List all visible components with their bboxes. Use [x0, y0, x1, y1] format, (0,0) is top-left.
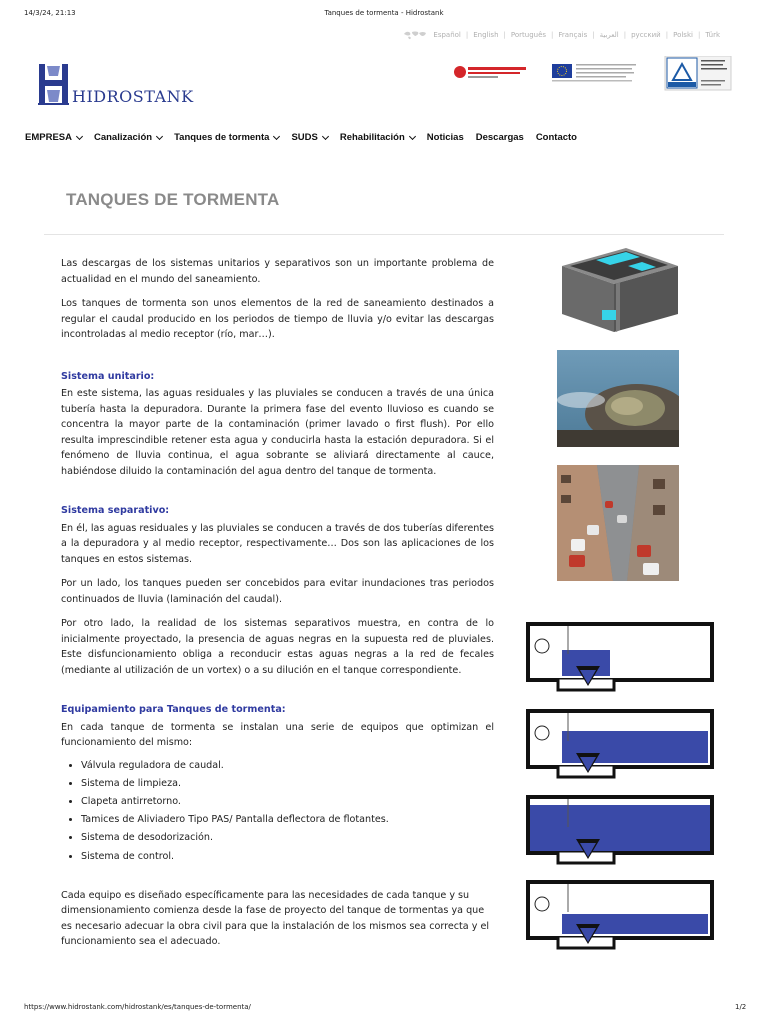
nav-item-noticias[interactable] — [427, 132, 464, 143]
list-item: • Válvula reguladora de caudal. — [81, 757, 494, 775]
certification-badges — [452, 56, 732, 92]
lang-ru[interactable]: русский — [631, 31, 661, 39]
print-doc-title: Tanques de tormenta - Hidrostank — [324, 9, 444, 17]
page-title: TANQUES DE TORMENTA — [66, 190, 280, 209]
separativo-paragraph-2: Por un lado, los tanques pueden ser concebidos para evitar inundaciones tras periodos continuados de lluvia (laminación del caudal). — [61, 578, 494, 605]
equipment-list — [61, 757, 494, 866]
chevron-down-icon — [322, 132, 329, 139]
lang-pl[interactable]: Polski — [673, 31, 693, 39]
nav-label: Canalización — [93, 132, 153, 143]
chevron-down-icon — [76, 132, 83, 139]
certification-logos — [452, 56, 732, 92]
storm-tank-3d-image — [556, 244, 682, 336]
section-heading-unitario: Sistema unitario: — [61, 370, 155, 382]
flooded-street-photo — [557, 465, 679, 581]
nav-label: Rehabilitación — [339, 132, 405, 143]
print-page-number: 1/2 — [735, 1003, 747, 1011]
lang-es[interactable]: Español — [433, 31, 461, 39]
chevron-down-icon — [156, 132, 163, 139]
chevron-down-icon — [409, 132, 416, 139]
hidrostank-logo-icon — [38, 62, 70, 106]
lang-en[interactable]: English — [473, 31, 499, 39]
nav-label: EMPRESA — [25, 132, 72, 143]
nav-item-suds[interactable] — [291, 132, 327, 143]
lang-ar[interactable]: العربية — [599, 31, 619, 39]
list-item: • Tamices de Aliviadero Tipo PAS/ Pantalla deflectora de flotantes. — [81, 811, 494, 829]
language-bar: Español | English | Português | Français | العربية | русский | Polski | Türk — [403, 30, 720, 40]
nav-label: SUDS — [291, 132, 318, 143]
world-map-icon — [403, 30, 427, 40]
nav-label: Descargas — [475, 132, 524, 143]
title-divider — [44, 234, 724, 235]
unitario-paragraph: En este sistema, las aguas residuales y las pluviales se conducen a través de una única tubería hasta la depuradora. Durante la primera fase del evento lluvioso es cuando se concentra la mayor parte de la contaminación (primer lavado o first flush). Por ello resulta imprescindible retener esta agua y conducirla hasta la estación depuradora. Si el fenómeno de lluvia continua, el agua sobrante se aliviará directamente al cauce, habiéndose diluido la contaminación del agua dentro del tanque de tormenta. — [61, 388, 494, 477]
closing-paragraph: Cada equipo es diseñado específicamente para las necesidades de cada tanque y su dimensionamiento comienza desde la fase de proyecto del tanque de tormentas ya que es necesario adecuar la obra civil para que la instalación de los mismos sea correcta y el funcionamiento sea el adecuado. — [61, 889, 490, 948]
main-nav — [25, 132, 589, 143]
list-item: • Clapeta antirretorno. — [81, 793, 494, 811]
nav-item-empresa[interactable] — [25, 132, 82, 143]
section-heading-equipamiento: Equipamiento para Tanques de tormenta: — [61, 704, 286, 715]
tank-diagram-1 — [526, 622, 714, 694]
nav-item-canalizacion[interactable] — [94, 132, 162, 143]
section-heading-separativo: Sistema separativo: — [61, 505, 170, 516]
tank-diagram — [528, 624, 712, 690]
coastal-discharge-photo — [557, 350, 679, 447]
lang-fr[interactable]: Français — [558, 31, 588, 39]
list-item: • Sistema de control. — [81, 848, 494, 866]
nav-item-tanques-de-tormenta[interactable] — [174, 132, 279, 143]
list-item: • Sistema de desodorización. — [81, 829, 494, 847]
equipamiento-paragraph: En cada tanque de tormenta se instalan una serie de equipos que optimizan el funcionamiento del mismo: — [61, 721, 494, 748]
intro-paragraph-2: Los tanques de tormenta son unos elementos de la red de saneamiento destinados a regular el caudal producido en los periodos de tiempo de lluvia y/o evitar las descargas incontroladas al medio receptor (río, mar…). — [61, 298, 494, 340]
tank-diagram-3 — [526, 795, 714, 867]
chevron-down-icon — [273, 132, 280, 139]
print-datetime: 14/3/24, 21:13 — [24, 9, 76, 17]
intro-paragraph-1: Las descargas de los sistemas unitarios y separativos son un importante problema de actualidad en el mundo del saneamiento. — [61, 258, 494, 285]
nav-label: Contacto — [535, 132, 577, 143]
separativo-paragraph-1: En él, las aguas residuales y las pluviales se conducen a través de dos tuberías diferentes a la depuradora y al medio receptor, respectivamente… Dos son las aplicaciones de los tanques en estos sistemas. — [61, 522, 495, 565]
nav-item-rehabilitacion[interactable] — [340, 132, 415, 143]
nav-item-contacto[interactable] — [536, 132, 577, 143]
nav-label: Tanques de tormenta — [174, 132, 270, 143]
lang-pt[interactable]: Português — [510, 31, 547, 39]
tank-diagram-2 — [526, 709, 714, 781]
lang-tr[interactable]: Türk — [705, 31, 720, 39]
separativo-paragraph-3: Por otro lado, la realidad de los sistemas separativos muestra, en contra de lo inicialmente proyectado, la presencia de aguas negras en la supuesta red de pluviales. Este disfuncionamiento obliga a reconducir estas aguas negras a la red de fecales (mediante al utilización de un vortex) o a su dilución en el tanque correspondiente. — [61, 618, 494, 676]
site-logo[interactable] — [38, 62, 194, 106]
tank-diagram-4 — [526, 880, 714, 952]
list-item: • Sistema de limpieza. — [81, 775, 494, 793]
print-url: https://www.hidrostank.com/hidrostank/es/tanques-de-tormenta/ — [24, 1003, 251, 1011]
main-content — [61, 256, 494, 959]
nav-item-descargas[interactable] — [476, 132, 524, 143]
nav-label: Noticias — [426, 132, 464, 143]
logo-text: HIDROSTANK — [72, 87, 194, 106]
